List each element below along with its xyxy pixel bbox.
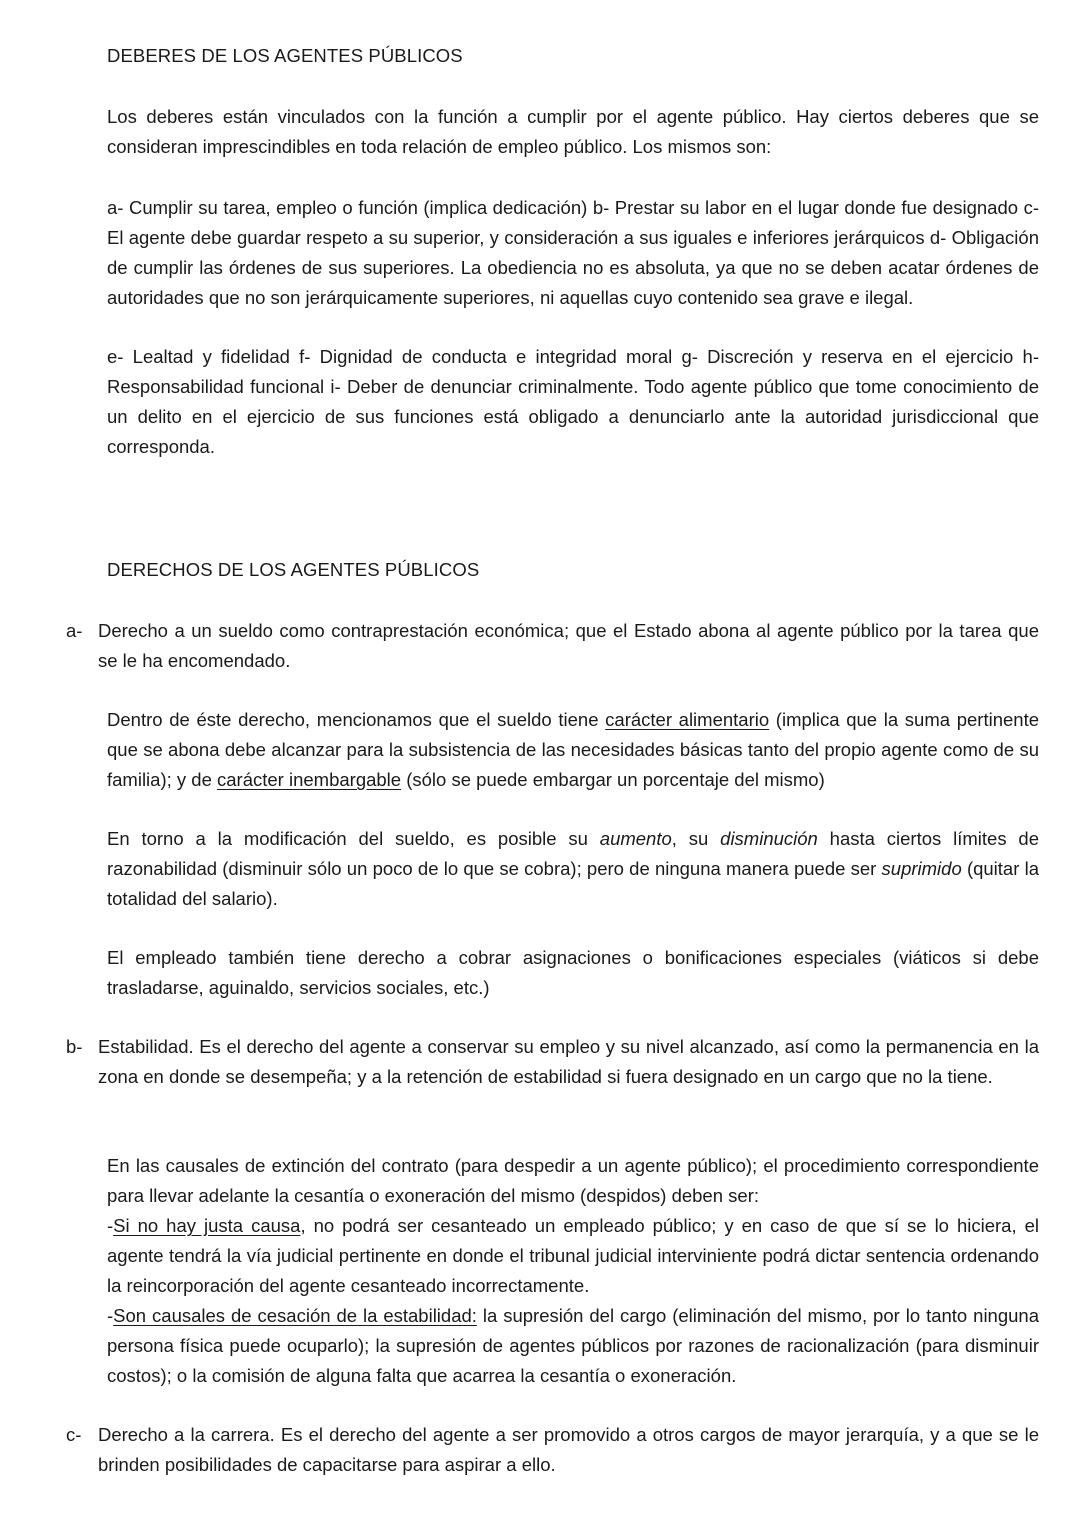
asignaciones-paragraph: El empleado también tiene derecho a cobrar asignaciones o bonificaciones especiales (viáticos si debe trasladarse, aguinaldo, servicios sociales, etc.)	[107, 947, 1039, 998]
text-run: , su	[671, 828, 721, 849]
derechos-item-a-text: Derecho a un sueldo como contraprestación económica; que el Estado abona al agente público por la tarea que se le ha encomendado.	[98, 620, 1039, 671]
text-run: (sólo se puede embargar un porcentaje del mismo)	[401, 769, 825, 790]
causales-cesacion-paragraph	[107, 1301, 1039, 1391]
deberes-intro: Los deberes están vinculados con la función a cumplir por el agente público. Hay ciertos deberes que se consideran imprescindibles en toda relación de empleo público. Los mismos son:	[107, 106, 1039, 157]
deberes-heading: DEBERES DE LOS AGENTES PÚBLICOS	[107, 45, 463, 66]
dash: -	[107, 1215, 114, 1236]
derechos-item-c-text: Derecho a la carrera. Es el derecho del agente a ser promovido a otros cargos de mayor jerarquía, y a que se le brinden posibilidades de capacitarse para aspirar a ello.	[98, 1424, 1039, 1475]
deberes-list-paragraph-1: a- Cumplir su tarea, empleo o función (implica dedicación) b- Prestar su labor en el lugar donde fue designado c- El agente debe guardar respeto a su superior, y consideración a sus iguales e inferiores jerárquicos d- Obligación de cumplir las órdenes de sus superiores. La obediencia no es absoluta, ya que no se deben acatar órdenes de autoridades que no son jerárquicamente superiores, ni aquellas cuyo contenido sea grave e ilegal.	[107, 197, 1039, 308]
underlined-term: carácter inembargable	[217, 769, 402, 790]
text-run: , no podrá ser cesanteado un empleado público; y en caso de que sí se lo hiciera, el agente tendrá la vía judicial pertinente en donde el tribunal judicial interviniente podrá dictar sentencia ordenando la reincorporación del agente cesanteado incorrectamente.	[107, 1215, 1039, 1296]
underlined-term: Son causales de cesación de la estabilidad:	[113, 1305, 477, 1326]
derechos-item-c	[66, 1420, 1039, 1480]
underlined-term: carácter alimentario	[605, 709, 770, 730]
derechos-item-a	[66, 616, 1039, 676]
text-run: Dentro de éste derecho, mencionamos que el sueldo tiene	[107, 709, 606, 730]
underlined-term: Si no hay justa causa	[113, 1215, 301, 1236]
deberes-list-paragraph-2: e- Lealtad y fidelidad f- Dignidad de conducta e integridad moral g- Discreción y reserva en el ejercicio h- Responsabilidad funcional i- Deber de denunciar criminalmente. Todo agente público que tome conocimiento de un delito en el ejercicio de sus funciones está obligado a denunciarlo ante la autoridad jurisdiccional que corresponda.	[107, 346, 1039, 457]
text-run: (implica que la suma pertinente que se abona debe alcanzar para la subsistencia de las necesidades básicas tanto del propio agente como de su familia); y de	[107, 709, 1040, 790]
italic-term: suprimido	[881, 858, 962, 879]
text-run: (quitar la totalidad del salario).	[107, 858, 1039, 909]
extincion-paragraph: En las causales de extinción del contrato (para despedir a un agente público); el procedimiento correspondiente para llevar adelante la cesantía o exoneración del mismo (despidos) deben ser:	[107, 1155, 1039, 1206]
estabilidad-detail-block	[107, 1151, 1039, 1391]
derechos-item-b-text: Estabilidad. Es el derecho del agente a conservar su empleo y su nivel alcanzado, así como la permanencia en la zona en donde se desempeña; y a la retención de estabilidad si fuera designado en un cargo que no la tiene.	[98, 1036, 1039, 1087]
text-run: hasta ciertos límites de razonabilidad (disminuir sólo un poco de lo que se cobra); pero de ninguna manera puede ser	[107, 828, 1039, 879]
list-marker: a-	[66, 620, 83, 641]
list-marker: b-	[66, 1036, 83, 1057]
text-run: En torno a la modificación del sueldo, es posible su	[107, 828, 600, 849]
sueldo-caracter-paragraph	[107, 705, 1039, 795]
text-run: la supresión del cargo (eliminación del mismo, por lo tanto ninguna persona física puede ocuparlo); la supresión de agentes públicos por razones de racionalización (para disminuir costos); o la comisión de alguna falta que acarrea la cesantía o exoneración.	[107, 1305, 1039, 1386]
derechos-heading: DERECHOS DE LOS AGENTES PÚBLICOS	[107, 559, 480, 580]
italic-term: aumento	[599, 828, 672, 849]
list-marker: c-	[66, 1424, 82, 1445]
dash: -	[107, 1305, 114, 1326]
derechos-item-b	[66, 1032, 1039, 1092]
italic-term: disminución	[720, 828, 818, 849]
justa-causa-paragraph	[107, 1211, 1039, 1301]
sueldo-modificacion-paragraph	[107, 824, 1039, 914]
